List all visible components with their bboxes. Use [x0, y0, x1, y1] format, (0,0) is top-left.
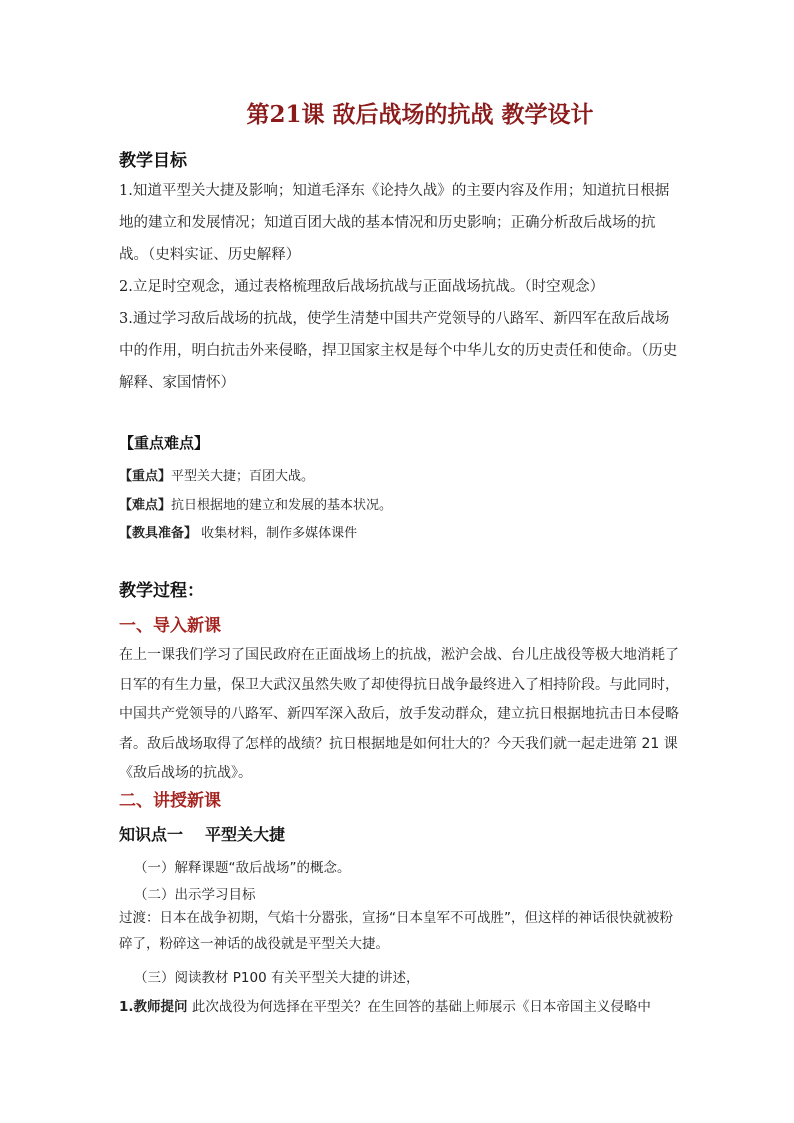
key-point-line [119, 465, 314, 484]
knowledge-point-label: 知识点一 [119, 825, 184, 844]
page-title: 第21课 敌后战场的抗战 教学设计 [246, 101, 594, 128]
knowledge-point-1-heading [119, 822, 285, 845]
difficult-point-line [119, 494, 392, 513]
teaching-process-heading: 教学过程： [119, 581, 204, 601]
goal-1-paragraph: 1.知道平型关大捷及影响；知道毛泽东《论持久战》的主要内容及作用；知道抗日根据地的建立和发展情况；知道百团大战的基本情况和历史影响；正确分析敌后战场的抗战。（史料实证、历史解释） [119, 183, 670, 263]
goal-3-paragraph: 3.通过学习敌后战场的抗战，使学生清楚中国共产党领导的八路军、新四军在敌后战场中的作用，明白抗击外来侵略，捍卫国家主权是每个中华儿女的历史责任和使命。（历史解释、家国情怀） [119, 311, 678, 391]
difficult-point-text: 抗日根据地的建立和发展的基本状况。 [171, 498, 393, 513]
teacher-question-line [119, 995, 681, 1015]
teaching-aids-label: 【教具准备】 [119, 526, 198, 541]
teaching-aids-text: 收集材料，制作多媒体课件 [197, 526, 358, 541]
key-point-text: 平型关大捷；百团大战。 [171, 469, 315, 484]
transition-paragraph: 过渡：日本在战争初期，气焰十分嚣张，宣扬“日本皇军不可战胜”，但这样的神话很快就被粉碎了，粉碎这一神话的战役就是平型关大捷。 [119, 910, 673, 952]
goal-2-paragraph: 2.立足时空观念，通过表格梳理敌后战场抗战与正面战场抗战。（时空观念） [119, 279, 605, 295]
difficult-point-label: 【难点】 [119, 498, 172, 513]
subpoint-2: （二）出示学习目标 [134, 887, 256, 903]
key-difficult-heading: 【重点难点】 [119, 434, 210, 452]
teacher-question-text: 此次战役为何选择在平型关？在生回答的基础上师展示《日本帝国主义侵略中 [187, 999, 651, 1015]
subpoint-3: （三）阅读教材 P100 有关平型关大捷的讲述， [134, 970, 420, 986]
knowledge-point-title: 平型关大捷 [205, 825, 286, 844]
teaching-aids-line [119, 522, 357, 541]
intro-paragraph: 在上一课我们学习了国民政府在正面战场上的抗战，淞沪会战、台儿庄战役等极大地消耗了日军的有生力量，保卫大武汉虽然失败了却使得抗日战争最终进入了相持阶段。与此同时，中国共产党领导的八路军、新四军深入敌后，放手发动群众，建立抗日根据地抗击日本侵略者。敌后战场取得了怎样的战绩？抗日根据地是如何壮大的？今天我们就一起走进第 21 课《敌后战场的抗战》。 [119, 647, 679, 782]
teacher-question-label: 1.教师提问 [119, 999, 188, 1015]
key-point-label: 【重点】 [119, 469, 172, 484]
section-2-heading: 二、讲授新课 [119, 791, 221, 811]
section-1-heading: 一、导入新课 [119, 616, 221, 636]
subpoint-1: （一）解释课题“敌后战场”的概念。 [134, 860, 351, 876]
teaching-goals-heading: 教学目标 [119, 151, 187, 171]
